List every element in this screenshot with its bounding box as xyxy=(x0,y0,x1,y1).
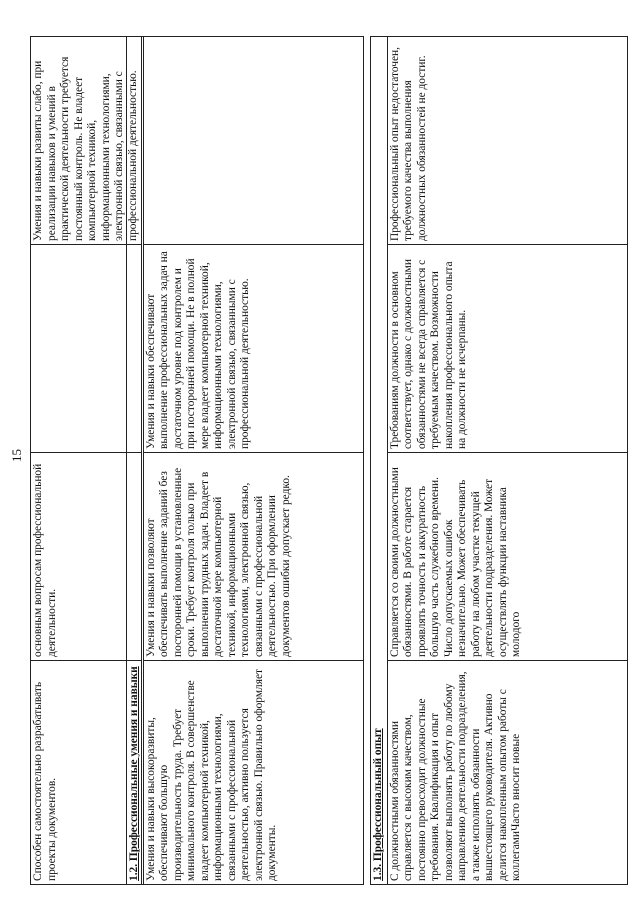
table-experience xyxy=(370,36,628,885)
table-cell xyxy=(143,37,363,245)
table-row xyxy=(31,37,142,885)
table-row xyxy=(127,37,144,885)
table-cell: Умения и навыки позволяют обеспечивать выполнение заданий без посторонней помощи в установленные сроки. Требует контроля только при выполнении трудных задач. Владеет в достаточной мере компьютерной техникой, информационными технологиями, электронной связью, связанными с профессиональной деятельностью. При оформлении документов ошибки допускает редко. xyxy=(143,453,363,661)
table-cell: Умения и навыки высокоразвиты, обеспечивают большую производительность труда. Требует минимального контроля. В совершенстве владеет компьютерной техникой, информационными технологиями, связанными с профессиональной деятельностью, активно пользуется электронной связью. Правильно оформляет документы. xyxy=(143,661,363,885)
section-title: 1.3. Профессиональный опыт xyxy=(371,36,388,884)
table-row xyxy=(387,36,627,884)
table-cell: С должностными обязанностями справляется с высоким качеством, постоянно превосходит должностные требования. Квалификация и опыт позволяют выполнять работу по любому направлению деятельности подразделения, а также исполнять обязанности вышестоящего руководителя. Активно делится накопленным опытом работы с коллегамиЧасто вносит новые xyxy=(387,661,627,885)
table-cell: Умения и навыки обеспечивают выполнение профессиональных задач на достаточном уровне под контролем и при посторонней помощи. Не в полной мере владеет компьютерной техникой, информационными технологиями, электронной связью, связанными с профессиональной деятельностью. xyxy=(143,245,363,453)
table-row xyxy=(371,36,388,884)
table-cell: Способен самостоятельно разрабатывать проекты документов. xyxy=(31,661,142,885)
table-cell xyxy=(31,245,142,453)
table-skills xyxy=(126,36,364,885)
table-cell: Умения и навыки развиты слабо, при реализации навыков и умений в практической деятельности требуется постоянный контроль. Не владеет компьютерной техникой, информационными технологиями, электронной связью, связанными с профессиональной деятельностью. xyxy=(31,37,142,245)
page-number: 15 xyxy=(9,449,24,462)
table-cell: Профессиональный опыт недостаточен, требуемого качества выполнения должностных обязанностей не достиг. xyxy=(387,36,627,244)
table-row xyxy=(143,37,363,885)
table-cell: Справляется со своими должностными обязанностями. В работе старается проявлять точность и аккуратность большую часть служебного времени. Число допускаемых ошибок незначительно. Может обеспечивать работу на любом участке текущей деятельности подразделения. Может осуществлять функции наставника молодого xyxy=(387,453,627,661)
table-cell: основным вопросам профессиональной деятельности. xyxy=(31,453,142,661)
section-title: 1.2. Профессиональные умения и навыки xyxy=(127,37,144,885)
table-cell: Требованиям должности в основном соответствует, однако с должностными обязанностями не всегда справляется с требуемым качеством. Возможности накопления профессионального опыта на должности не исчерпаны. xyxy=(387,245,627,453)
